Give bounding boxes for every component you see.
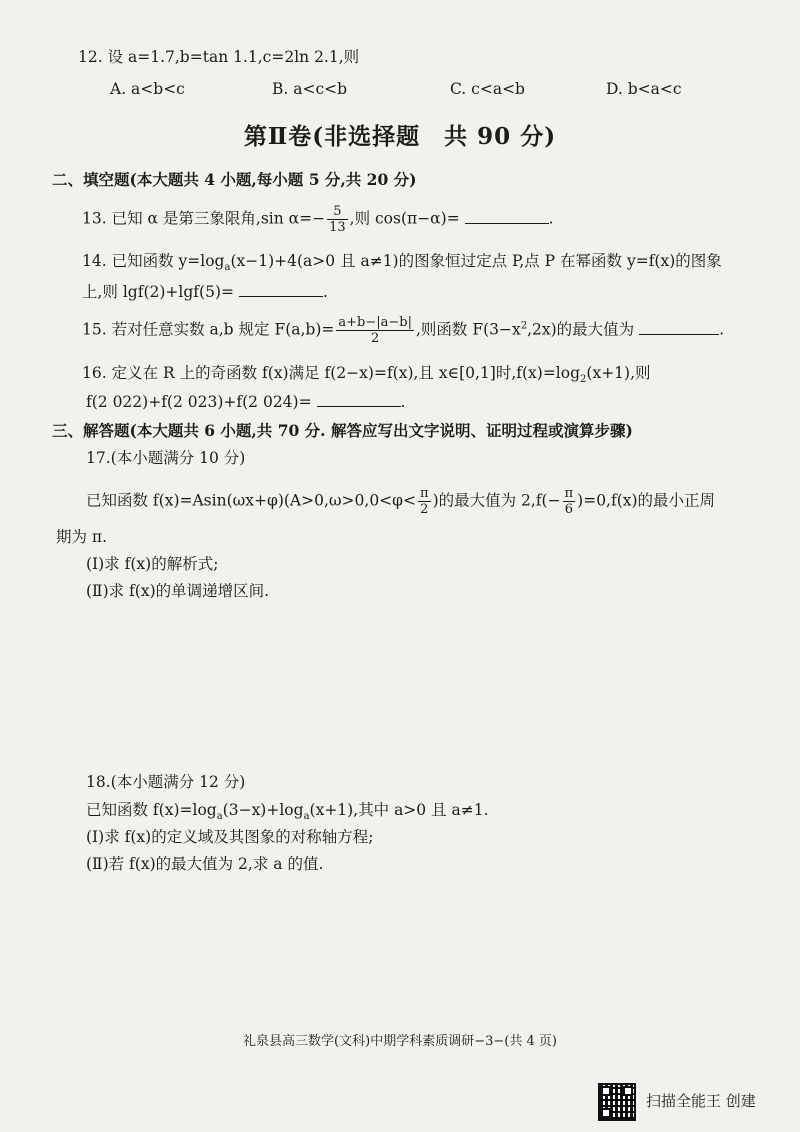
section-2-title: 第Ⅱ卷(非选择题 共 90 分)	[243, 123, 557, 150]
q13-answer-blank[interactable]	[465, 208, 549, 224]
q17-text-1: 已知函数 f(x)=Asin(ωx+φ)(A>0,ω>0,0<φ<	[86, 491, 417, 510]
q14-answer-blank[interactable]	[239, 281, 323, 297]
q14-line-1	[82, 250, 722, 279]
q17-line-2: 期为 π.	[56, 528, 108, 546]
q18-text-2: (3−x)+log	[222, 801, 304, 819]
q16-sub: 2	[580, 374, 587, 386]
q17-sub-2: (Ⅱ)求 f(x)的单调递增区间.	[86, 582, 270, 600]
q14-line-2	[82, 281, 328, 303]
q14-text-2: 上,则 lgf(2)+lgf(5)=	[82, 283, 234, 301]
q18-sub-2: (Ⅱ)若 f(x)的最大值为 2,求 a 的值.	[86, 855, 324, 873]
q12-option-d: D. b<a<c	[606, 80, 682, 98]
q15-sup: 2	[520, 320, 528, 332]
q18-text-1: 已知函数 f(x)=log	[86, 801, 217, 819]
scanner-watermark: 扫描全能王 创建	[646, 1092, 756, 1110]
q13	[82, 204, 554, 235]
q15	[82, 315, 724, 346]
q14-text-1b: (x−1)+4(a>0 且 a≠1)的图象恒过定点 P,点 P 在幂函数 y=f(x)的图象	[230, 252, 722, 270]
q15-frac-den: 2	[371, 331, 380, 346]
q18-sub-a: a	[216, 811, 223, 823]
page-footer: 礼泉县高三数学(文科)中期学科素质调研−3−(共 4 页)	[243, 1034, 557, 1049]
q15-answer-blank[interactable]	[639, 319, 719, 335]
q13-text-2: ,则 cos(π−α)=	[349, 209, 460, 228]
q13-fraction	[327, 204, 348, 235]
q13-frac-num: 5	[327, 204, 348, 220]
q18-header: 18.(本小题满分 12 分)	[86, 773, 246, 791]
q17-header: 17.(本小题满分 10 分)	[86, 449, 246, 467]
q16-line-2	[86, 391, 405, 413]
qr-code-icon	[598, 1083, 636, 1121]
q17-frac1-num: π	[420, 486, 429, 501]
q17-sub-1: (Ⅰ)求 f(x)的解析式;	[86, 555, 219, 573]
q17-frac2-num: π	[564, 486, 574, 501]
q16-text-1b: (x+1),则	[586, 364, 651, 382]
fill-in-heading: 二、填空题(本大题共 4 小题,每小题 5 分,共 20 分)	[52, 170, 417, 189]
q17-line-1	[86, 486, 715, 517]
q14-end: .	[322, 283, 328, 301]
answer-questions-heading: 三、解答题(本大题共 6 小题,共 70 分. 解答应写出文字说明、证明过程或演算步骤)	[52, 421, 633, 440]
q17-fraction-1	[418, 486, 431, 517]
q15-end: .	[719, 320, 725, 339]
q12-option-c: C. c<a<b	[450, 80, 525, 98]
q12-stem: 12. 设 a=1.7,b=tan 1.1,c=2ln 2.1,则	[78, 48, 360, 66]
q12-option-a: A. a<b<c	[110, 80, 185, 98]
q17-text-2: )的最大值为 2,f(−	[432, 491, 561, 510]
q12-option-b: B. a<c<b	[272, 80, 348, 98]
q15-fraction	[336, 315, 414, 346]
q16-line-1	[82, 362, 651, 391]
q16-answer-blank[interactable]	[317, 391, 401, 407]
q13-text-1: 13. 已知 α 是第三象限角,sin α=−	[82, 209, 326, 228]
q18-sub-b: a	[303, 811, 310, 823]
q17-frac1-den: 2	[420, 502, 429, 517]
q18-line-1	[86, 799, 489, 828]
q14-text-1: 14. 已知函数 y=log	[82, 252, 225, 270]
q13-frac-den: 13	[329, 220, 346, 235]
q17-frac2-den: 6	[564, 502, 574, 517]
q15-text-3: ,2x)的最大值为	[527, 320, 635, 339]
q18-sub-1: (Ⅰ)求 f(x)的定义域及其图象的对称轴方程;	[86, 828, 374, 846]
q15-text-1: 15. 若对任意实数 a,b 规定 F(a,b)=	[82, 320, 335, 339]
q16-text-1a: 16. 定义在 R 上的奇函数 f(x)满足 f(2−x)=f(x),且 x∈[0,1]时,f(x)=log	[82, 364, 581, 382]
q16-end: .	[400, 393, 406, 411]
q16-text-2: f(2 022)+f(2 023)+f(2 024)=	[86, 393, 312, 411]
q15-frac-num: a+b−|a−b|	[338, 315, 412, 330]
q17-fraction-2	[563, 486, 576, 517]
q15-text-2: ,则函数 F(3−x	[415, 320, 521, 339]
q14-sub: a	[224, 262, 231, 274]
q17-text-3: )=0,f(x)的最小正周	[577, 491, 716, 510]
q13-end: .	[548, 209, 554, 228]
q18-text-3: (x+1),其中 a>0 且 a≠1.	[309, 801, 489, 819]
